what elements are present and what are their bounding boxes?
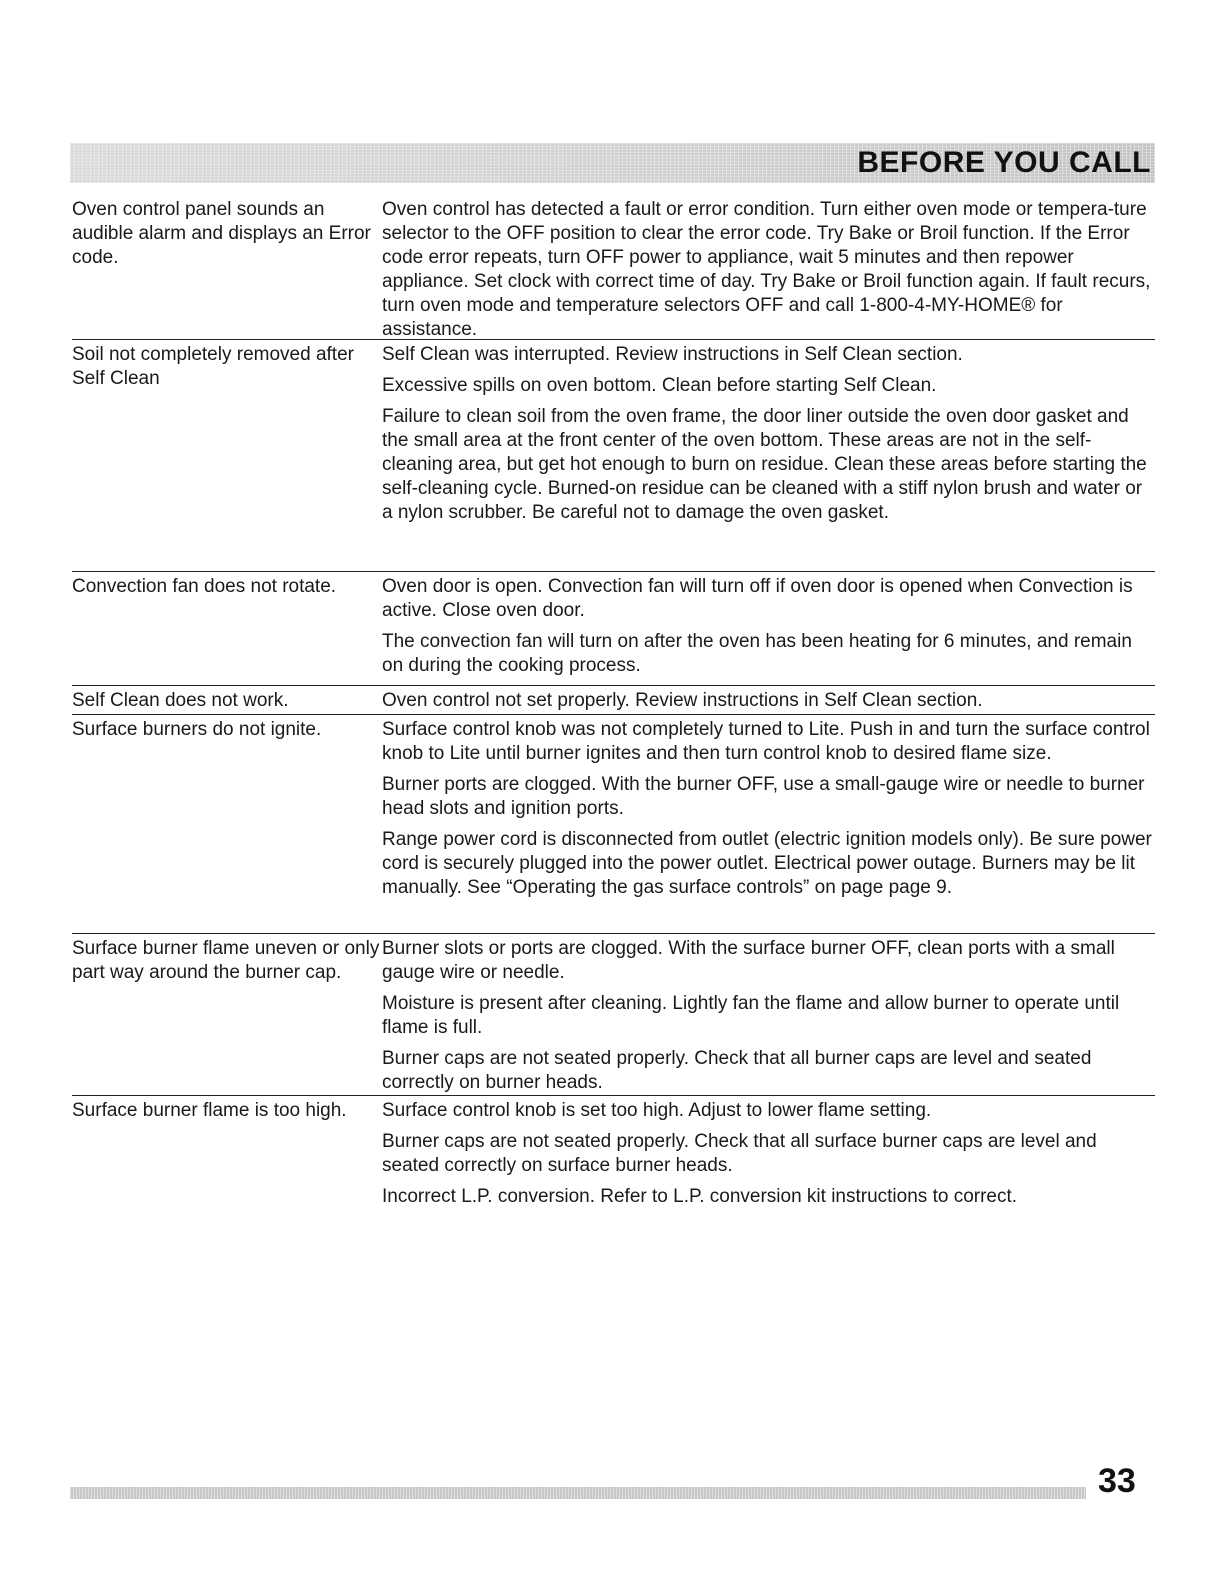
solution-text: Moisture is present after cleaning. Lightly fan the flame and allow burner to operate until flame is full.	[382, 993, 1120, 1038]
section-title: BEFORE YOU CALL	[857, 146, 1151, 179]
problem-cell: Oven control panel sounds an audible alarm and displays an Error code.	[72, 199, 371, 268]
solution-cell	[382, 196, 1155, 339]
solution-text: Excessive spills on oven bottom. Clean before starting Self Clean.	[382, 375, 937, 396]
table-row	[72, 714, 1155, 933]
solution-text: The convection fan will turn on after the oven has been heating for 6 minutes, and remain on during the cooking process.	[382, 631, 1132, 676]
table-row	[72, 195, 1155, 339]
problem-cell: Convection fan does not rotate.	[72, 576, 337, 597]
problem-cell: Surface burner flame is too high.	[72, 1100, 347, 1121]
section-header-band	[70, 143, 1155, 183]
footer-band	[70, 1487, 1086, 1499]
table-row	[72, 339, 1155, 571]
table-row	[72, 933, 1155, 1095]
solution-text: Oven control not set properly. Review instructions in Self Clean section.	[382, 690, 983, 711]
problem-cell: Soil not completely removed after Self Clean	[72, 344, 354, 389]
solution-text: Burner caps are not seated properly. Check that all burner caps are level and seated correctly on burner heads.	[382, 1048, 1092, 1093]
solution-text: Surface control knob was not completely turned to Lite. Push in and turn the surface control knob to Lite until burner ignites and then turn control knob to desired flame size.	[382, 719, 1150, 764]
solution-text: Self Clean was interrupted. Review instructions in Self Clean section.	[382, 344, 963, 365]
problem-cell: Self Clean does not work.	[72, 690, 289, 711]
troubleshooting-table	[72, 195, 1155, 1217]
solution-text: Failure to clean soil from the oven frame, the door liner outside the oven door gasket and the small area at the front center of the oven bottom. These areas are not in the self-cleaning area, but get hot enough to burn on residue. Clean these areas before starting the self-cleaning cycle. Burned-on residue can be cleaned with a stiff nylon brush and water or a nylon scrubber. Be careful not to damage the oven gasket.	[382, 406, 1147, 523]
solution-cell	[382, 1097, 1155, 1217]
solution-text: Burner ports are clogged. With the burner OFF, use a small-gauge wire or needle to burner head slots and ignition ports.	[382, 774, 1145, 819]
table-row	[72, 1095, 1155, 1217]
solution-cell	[382, 573, 1155, 685]
page-number: 33	[1098, 1462, 1136, 1500]
solution-text: Range power cord is disconnected from outlet (electric ignition models only). Be sure power cord is securely plugged into the power outlet. Electrical power outage. Burners may be lit manually. See “Operating the gas surface controls” on page page 9.	[382, 829, 1152, 898]
problem-cell: Surface burner flame uneven or only part way around the burner cap.	[72, 938, 380, 983]
table-row	[72, 571, 1155, 685]
solution-text: Burner slots or ports are clogged. With the surface burner OFF, clean ports with a small gauge wire or needle.	[382, 938, 1115, 983]
problem-cell: Surface burners do not ignite.	[72, 719, 322, 740]
solution-cell	[382, 687, 1155, 714]
solution-cell	[382, 935, 1155, 1095]
solution-text: Oven door is open. Convection fan will turn off if oven door is opened when Convection is active. Close oven door.	[382, 576, 1133, 621]
table-row	[72, 685, 1155, 714]
solution-text: Burner caps are not seated properly. Check that all surface burner caps are level and seated correctly on surface burner heads.	[382, 1131, 1097, 1176]
solution-text: Surface control knob is set too high. Adjust to lower flame setting.	[382, 1100, 932, 1121]
solution-cell	[382, 716, 1155, 933]
solution-text: Incorrect L.P. conversion. Refer to L.P. conversion kit instructions to correct.	[382, 1186, 1018, 1207]
solution-cell	[382, 341, 1155, 571]
solution-text: Oven control has detected a fault or error condition. Turn either oven mode or tempera-ture selector to the OFF position to clear the error code. Try Bake or Broil function. If the Error code error repeats, turn OFF power to appliance, wait 5 minutes and then repower appliance. Set clock with correct time of day. Try Bake or Broil function again. If fault recurs, turn oven mode and temperature selectors OFF and call 1-800-4-MY-HOME® for assistance.	[382, 199, 1151, 340]
